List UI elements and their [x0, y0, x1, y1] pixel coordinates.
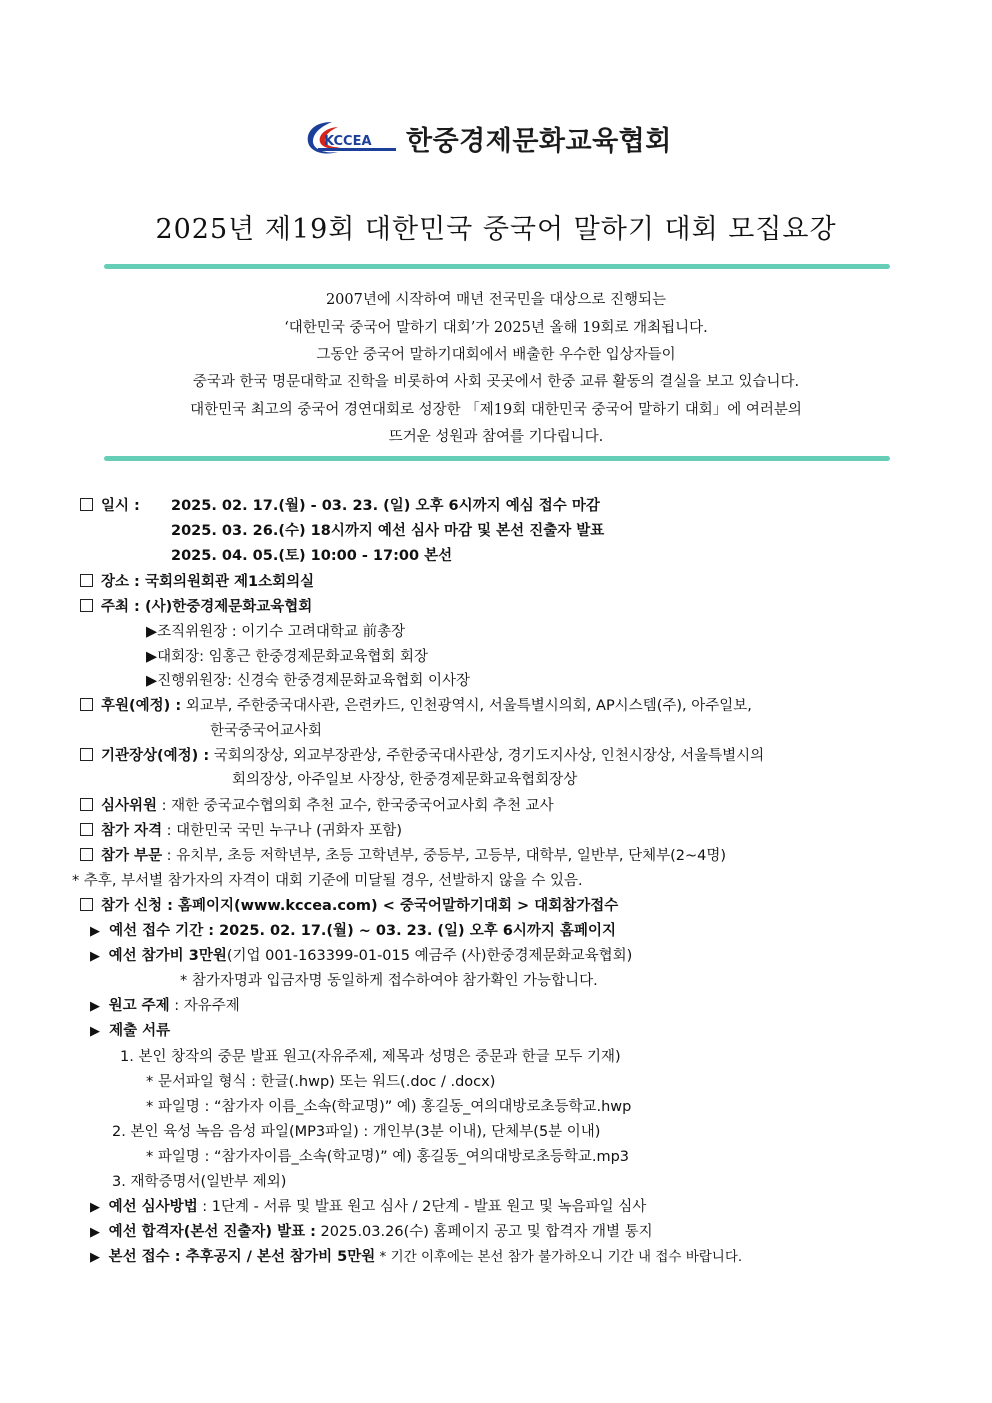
intro-line: ‘대한민국 중국어 말하기 대회’가 2025년 올해 19회로 개최됩니다.	[284, 320, 708, 336]
topic-label: 원고 주제	[108, 998, 170, 1014]
bottom-divider	[104, 456, 890, 461]
docs-line: 2. 본인 육성 녹음 음성 파일(MP3파일) : 개인부(3분 이내), 단체부(5분 이내)	[112, 1124, 601, 1140]
committee-member: ▶대회장: 임홍근 한중경제문화교육협회 회장	[146, 649, 428, 665]
checkbox-icon	[80, 823, 93, 836]
schedule-line: 2025. 02. 17.(월) - 03. 23. (일) 오후 6시까지 예심 접수 마감	[171, 498, 600, 514]
checkbox-icon	[80, 798, 93, 811]
application-label: 참가 신청 : 홈페이지(www.kccea.com) < 중국어말하기대회 > 대회참가접수	[101, 898, 619, 914]
final-note: * 기간 이후에는 본선 참가 불가하오니 기간 내 접수 바랍니다.	[375, 1249, 743, 1265]
docs-label: 제출 서류	[109, 1023, 171, 1039]
divisions-section	[80, 844, 726, 865]
sponsor-section	[80, 694, 752, 715]
kccea-logo-icon	[302, 118, 400, 158]
top-divider	[104, 264, 890, 269]
final-label: 본선 접수 : 추후공지 / 본선 참가비 5만원	[108, 1249, 376, 1265]
venue-label: 장소 :	[101, 574, 140, 590]
application-period	[90, 919, 616, 940]
schedule-section	[80, 494, 140, 515]
application-period-text: 예선 접수 기간 : 2025. 02. 17.(월) ~ 03. 23. (일) 오후 6시까지 홈페이지	[109, 923, 616, 939]
triangle-bullet-icon: ▶	[90, 1250, 100, 1265]
intro-line: 중국과 한국 명문대학교 진학을 비롯하여 사회 곳곳에서 한중 교류 활동의 결실을 보고 있습니다.	[192, 374, 800, 390]
divisions-note: * 추후, 부서별 참가자의 자격이 대회 기준에 미달될 경우, 선발하지 않을 수 있음.	[72, 873, 583, 889]
eligibility-value: : 대한민국 국민 누구나 (귀화자 포함)	[162, 823, 403, 839]
triangle-bullet-icon: ▶	[90, 1200, 100, 1215]
eligibility-section	[80, 819, 402, 840]
judges-value: : 재한 중국교수협의회 추천 교수, 한국중국어교사회 추천 교사	[157, 798, 554, 814]
triangle-bullet-icon: ▶	[90, 949, 100, 964]
result-value: 2025.03.26(수) 홈페이지 공고 및 합격자 개별 통지	[315, 1224, 653, 1240]
header-logo	[302, 116, 672, 160]
docs-line: 3. 재학증명서(일반부 제외)	[112, 1174, 287, 1190]
schedule-label: 일시 :	[101, 498, 140, 514]
checkbox-icon	[80, 574, 93, 587]
awards-value: 국회의장상, 외교부장관상, 주한중국대사관상, 경기도지사상, 인천시장상, 서울특별시의	[213, 748, 765, 764]
host-section	[80, 595, 312, 616]
triangle-bullet-icon: ▶	[90, 924, 100, 939]
method-label: 예선 심사방법	[108, 1199, 198, 1215]
judges-label: 심사위원	[101, 798, 158, 814]
fee-note: * 참가자명과 입금자명 동일하게 접수하여야 참가확인 가능합니다.	[180, 973, 598, 989]
docs-line: * 파일명 : “참가자 이름_소속(학교명)” 예) 홍길동_여의대방로초등학교.hwp	[146, 1099, 632, 1115]
docs-line: * 파일명 : “참가자이름_소속(학교명)” 예) 홍길동_여의대방로초등학교.mp3	[146, 1149, 630, 1165]
triangle-bullet-icon: ▶	[90, 999, 100, 1014]
method-value: : 1단계 - 서류 및 발표 원고 심사 / 2단계 - 발표 원고 및 녹음파일 심사	[197, 1199, 647, 1215]
docs-line: 1. 본인 창작의 중문 발표 원고(자유주제, 제목과 성명은 중문과 한글 모두 기재)	[120, 1049, 621, 1065]
topic-item	[90, 994, 240, 1015]
committee-member: ▶조직위원장 : 이기수 고려대학교 前총장	[146, 624, 406, 640]
sponsor-value-cont: 한국중국어교사회	[210, 723, 323, 739]
docs-line: * 문서파일 형식 : 한글(.hwp) 또는 워드(.doc / .docx)	[146, 1074, 496, 1090]
intro-line: 대한민국 최고의 중국어 경연대회로 성장한 「제19회 대한민국 중국어 말하기 대회」에 여러분의	[190, 402, 802, 418]
page-title: 2025년 제19회 대한민국 중국어 말하기 대회 모집요강	[155, 214, 837, 245]
org-name: 한중경제문화교육협회	[406, 125, 672, 157]
sponsor-value: 외교부, 주한중국대사관, 은련카드, 인천광역시, 서울특별시의회, AP시스템(주), 아주일보,	[185, 698, 752, 714]
docs-item	[90, 1019, 170, 1040]
schedule-line: 2025. 04. 05.(토) 10:00 - 17:00 본선	[171, 548, 453, 564]
divisions-value: : 유치부, 초등 저학년부, 초등 고학년부, 중등부, 고등부, 대학부, 일반부, 단체부(2~4명)	[162, 848, 727, 864]
committee-member: ▶진행위원장: 신경숙 한중경제문화교육협회 이사장	[146, 673, 471, 689]
checkbox-icon	[80, 698, 93, 711]
method-item	[90, 1195, 646, 1216]
host-value: (사)한중경제문화교육협회	[144, 599, 313, 615]
awards-section	[80, 744, 764, 765]
intro-line: 2007년에 시작하여 매년 전국민을 대상으로 진행되는	[325, 292, 667, 308]
host-label: 주최 :	[101, 599, 140, 615]
eligibility-label: 참가 자격	[101, 823, 163, 839]
final-item	[90, 1245, 742, 1266]
checkbox-icon	[80, 599, 93, 612]
intro-line: 그동안 중국어 말하기대회에서 배출한 우수한 입상자들이	[316, 347, 676, 363]
fee-account: (기업 001-163399-01-015 예금주 (사)한중경제문화교육협회)	[226, 948, 633, 964]
venue-section	[80, 570, 314, 591]
venue-value: 국회의원회관 제1소회의실	[144, 574, 315, 590]
application-fee	[90, 944, 632, 965]
checkbox-icon	[80, 748, 93, 761]
application-section	[80, 894, 618, 915]
intro-line: 뜨거운 성원과 참여를 기다립니다.	[388, 429, 604, 445]
checkbox-icon	[80, 498, 93, 511]
result-item	[90, 1220, 653, 1241]
topic-value: : 자유주제	[169, 998, 240, 1014]
triangle-bullet-icon: ▶	[90, 1024, 100, 1039]
triangle-bullet-icon: ▶	[90, 1225, 100, 1240]
result-label: 예선 합격자(본선 진출자) 발표 :	[108, 1224, 316, 1240]
schedule-line: 2025. 03. 26.(수) 18시까지 예선 심사 마감 및 본선 진출자 발표	[171, 523, 605, 539]
judges-section	[80, 794, 554, 815]
logo-text: KCCEA	[324, 134, 372, 149]
awards-value-cont: 회의장상, 아주일보 사장상, 한중경제문화교육협회장상	[232, 772, 578, 788]
fee-label: 예선 참가비 3만원	[108, 948, 227, 964]
awards-label: 기관장상(예정) :	[101, 748, 210, 764]
divisions-label: 참가 부문	[101, 848, 163, 864]
checkbox-icon	[80, 898, 93, 911]
checkbox-icon	[80, 848, 93, 861]
sponsor-label: 후원(예정) :	[101, 698, 182, 714]
